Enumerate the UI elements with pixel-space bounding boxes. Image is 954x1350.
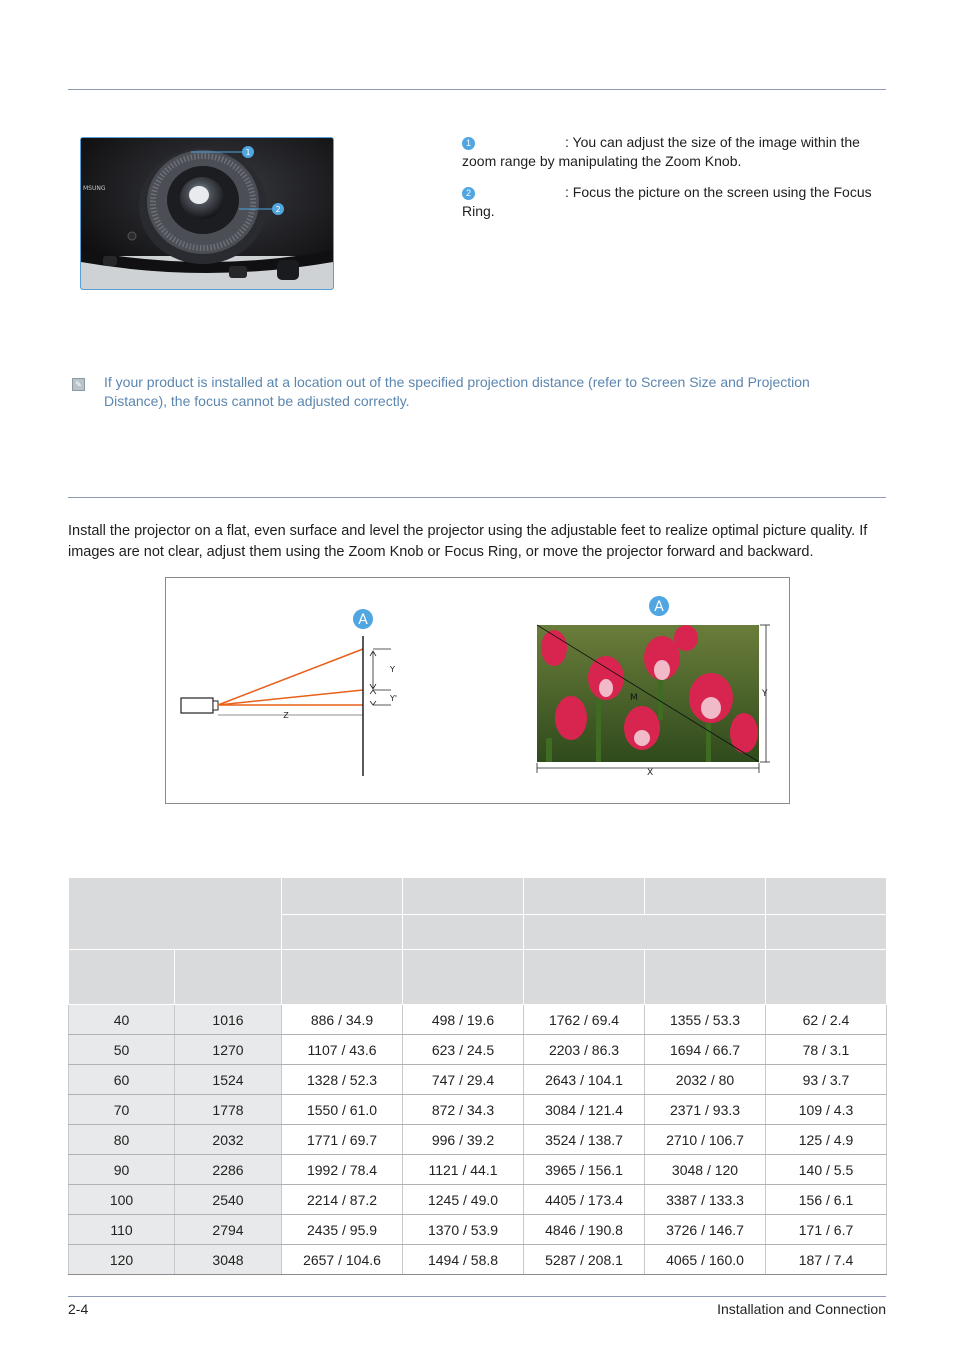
table-cell: 1494 / 58.8 (403, 1245, 524, 1275)
callout-focus (462, 183, 882, 221)
table-cell: 187 / 7.4 (766, 1245, 887, 1275)
table-cell: 2371 / 93.3 (645, 1095, 766, 1125)
page-number: 2-4 (68, 1301, 89, 1317)
table-cell: 2643 / 104.1 (524, 1065, 645, 1095)
table-cell: 2214 / 87.2 (282, 1185, 403, 1215)
table-cell: 90 (69, 1155, 175, 1185)
table-cell: 1524 (175, 1065, 282, 1095)
table-row (69, 1155, 887, 1185)
label-y-prime: Y' (390, 694, 398, 703)
screen-view (537, 596, 770, 778)
header-cell (403, 950, 524, 1005)
top-divider (68, 89, 886, 90)
projection-diagram (165, 577, 790, 804)
marker-a-left-label: A (358, 612, 368, 628)
header-cell (766, 950, 887, 1005)
table-cell: 2710 / 106.7 (645, 1125, 766, 1155)
table-cell: 1328 / 52.3 (282, 1065, 403, 1095)
table-cell: 872 / 34.3 (403, 1095, 524, 1125)
table-cell: 3084 / 121.4 (524, 1095, 645, 1125)
header-cell (175, 950, 282, 1005)
table-cell: 40 (69, 1005, 175, 1035)
section-divider (68, 497, 886, 498)
label-m: M (630, 693, 638, 703)
header-cell (524, 915, 766, 950)
brand-text: MSUNG (83, 185, 106, 192)
table-row (69, 1005, 887, 1035)
table-cell: 3965 / 156.1 (524, 1155, 645, 1185)
table-cell: 70 (69, 1095, 175, 1125)
install-paragraph: Install the projector on a flat, even surface and level the projector using the adjustable feet to realize optimal picture quality. If images are not clear, adjust them using the Zoom Knob or Focus Ring, or move the projector forward and backward. (68, 523, 868, 560)
table-cell: 1270 (175, 1035, 282, 1065)
table-cell: 4065 / 160.0 (645, 1245, 766, 1275)
table-cell: 4846 / 190.8 (524, 1215, 645, 1245)
label-y-right: Y (762, 689, 768, 699)
projector-icon (181, 698, 213, 713)
callout-zoom (462, 133, 882, 171)
callout-number-1: 1 (462, 137, 475, 150)
table-cell: 2286 (175, 1155, 282, 1185)
table-cell: 2203 / 86.3 (524, 1035, 645, 1065)
label-y: Y (390, 665, 395, 674)
table-cell: 3048 / 120 (645, 1155, 766, 1185)
table-cell: 1762 / 69.4 (524, 1005, 645, 1035)
table-cell: 109 / 4.3 (766, 1095, 887, 1125)
table-cell: 62 / 2.4 (766, 1005, 887, 1035)
side-view (181, 609, 397, 776)
table-cell: 1992 / 78.4 (282, 1155, 403, 1185)
callout-zoom-text: : You can adjust the size of the image within the zoom range by manipulating the Zoom Knob. (462, 134, 860, 169)
table-cell: 623 / 24.5 (403, 1035, 524, 1065)
label-x: X (647, 768, 654, 778)
table-cell: 3524 / 138.7 (524, 1125, 645, 1155)
callout-2-number: 2 (275, 205, 281, 214)
table-cell: 747 / 29.4 (403, 1065, 524, 1095)
table-cell: 1778 (175, 1095, 282, 1125)
table-cell: 886 / 34.9 (282, 1005, 403, 1035)
table-cell: 120 (69, 1245, 175, 1275)
table-cell: 1694 / 66.7 (645, 1035, 766, 1065)
table-cell: 5287 / 208.1 (524, 1245, 645, 1275)
table-cell: 1370 / 53.9 (403, 1215, 524, 1245)
table-row (69, 1065, 887, 1095)
header-cell (524, 950, 645, 1005)
table-row (69, 1095, 887, 1125)
table-cell: 2540 (175, 1185, 282, 1215)
table-cell: 4405 / 173.4 (524, 1185, 645, 1215)
header-cell (69, 950, 175, 1005)
note-text: If your product is installed at a location out of the specified projection distance (refer to Screen Size and Projection Distance), the focus cannot be adjusted correctly. (104, 374, 810, 409)
table-row (69, 1125, 887, 1155)
table-cell: 93 / 3.7 (766, 1065, 887, 1095)
table-cell: 60 (69, 1065, 175, 1095)
table-cell: 50 (69, 1035, 175, 1065)
table-row (69, 1215, 887, 1245)
header-cell (282, 878, 403, 915)
marker-a-right-label: A (654, 599, 664, 615)
table-cell: 3726 / 146.7 (645, 1215, 766, 1245)
table-cell: 171 / 6.7 (766, 1215, 887, 1245)
table-cell: 1245 / 49.0 (403, 1185, 524, 1215)
table-cell: 3387 / 133.3 (645, 1185, 766, 1215)
callout-focus-text: : Focus the picture on the screen using the Focus Ring. (462, 184, 872, 219)
table-row (69, 1245, 887, 1275)
callout-number-2: 2 (462, 187, 475, 200)
table-row (69, 1185, 887, 1215)
header-cell (403, 878, 524, 915)
label-z: Z (283, 711, 289, 720)
table-cell: 140 / 5.5 (766, 1155, 887, 1185)
note-icon: ✎ (72, 378, 85, 391)
table-cell: 125 / 4.9 (766, 1125, 887, 1155)
table-cell: 80 (69, 1125, 175, 1155)
table-cell: 78 / 3.1 (766, 1035, 887, 1065)
header-cell (645, 878, 766, 915)
lens-callouts (462, 133, 882, 233)
table-cell: 1107 / 43.6 (282, 1035, 403, 1065)
header-cell (282, 950, 403, 1005)
table-cell: 1550 / 61.0 (282, 1095, 403, 1125)
projection-distance-table (68, 877, 887, 1275)
table-cell: 2032 (175, 1125, 282, 1155)
header-cell (524, 878, 645, 915)
table-cell: 1355 / 53.3 (645, 1005, 766, 1035)
table-cell: 3048 (175, 1245, 282, 1275)
table-cell: 2794 (175, 1215, 282, 1245)
table-cell: 2032 / 80 (645, 1065, 766, 1095)
table-row (69, 1035, 887, 1065)
header-cell (69, 878, 282, 950)
table-cell: 1771 / 69.7 (282, 1125, 403, 1155)
header-cell (282, 915, 403, 950)
callout-1-number: 1 (245, 148, 251, 157)
header-cell (645, 950, 766, 1005)
table-cell: 1016 (175, 1005, 282, 1035)
table-cell: 2435 / 95.9 (282, 1215, 403, 1245)
table-cell: 1121 / 44.1 (403, 1155, 524, 1185)
header-cell (766, 915, 887, 950)
table-cell: 156 / 6.1 (766, 1185, 887, 1215)
table-body (69, 1005, 887, 1275)
footer-divider (68, 1296, 886, 1297)
table-cell: 996 / 39.2 (403, 1125, 524, 1155)
table-cell: 100 (69, 1185, 175, 1215)
table-cell: 498 / 19.6 (403, 1005, 524, 1035)
header-cell (766, 878, 887, 915)
table-cell: 110 (69, 1215, 175, 1245)
table-cell: 2657 / 104.6 (282, 1245, 403, 1275)
focus-note (72, 373, 852, 411)
footer-section-title: Installation and Connection (717, 1301, 886, 1317)
header-cell (403, 915, 524, 950)
projector-lens-photo (80, 137, 334, 290)
